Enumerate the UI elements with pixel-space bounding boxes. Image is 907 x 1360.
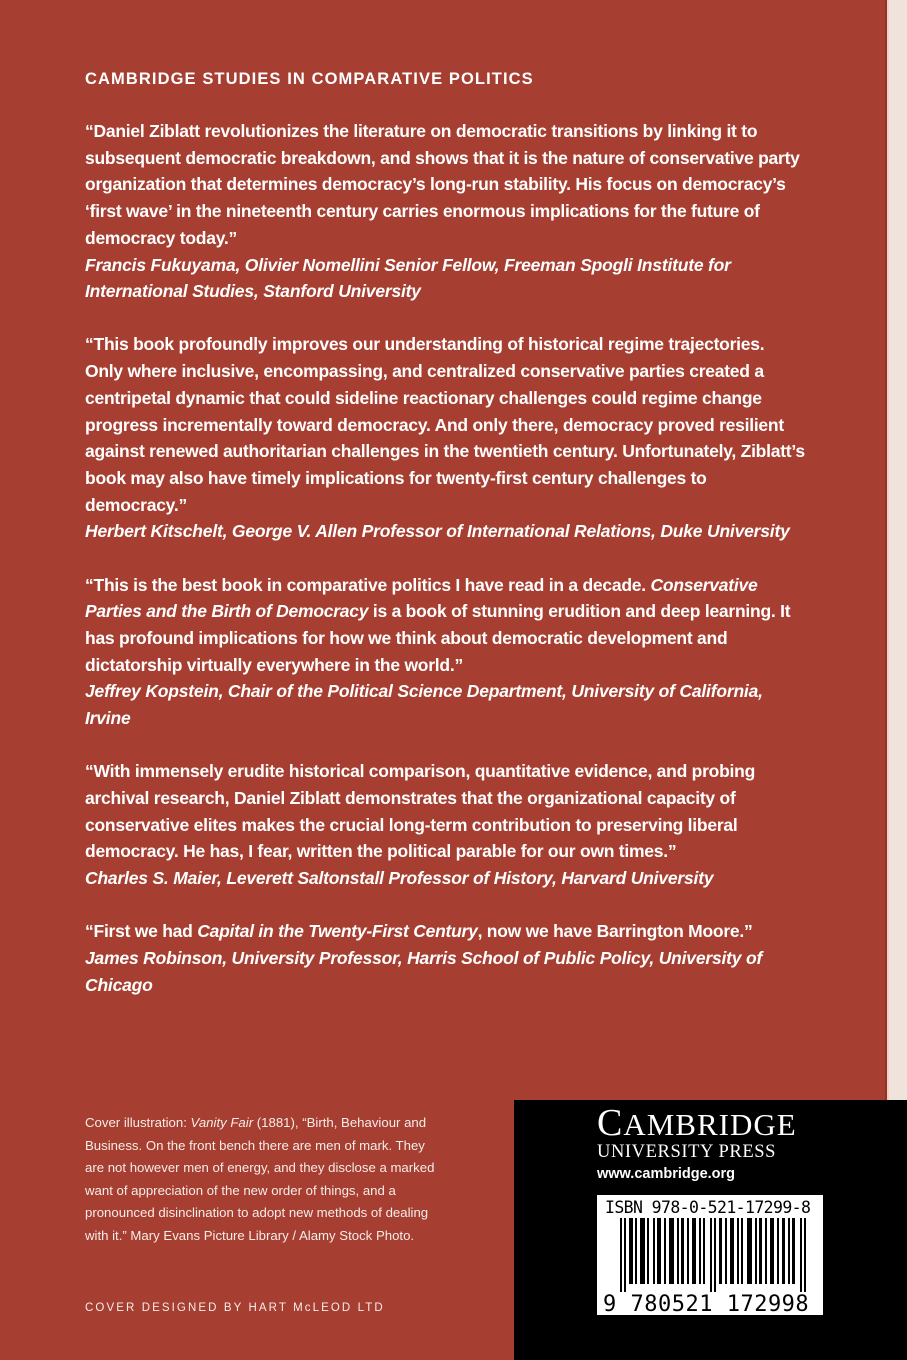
barcode-digits: 9 780521 172998 > — [603, 1292, 837, 1317]
cover-illustration-credit: Cover illustration: Vanity Fair (1881), “Birth, Behaviour and Business. On the front bench there are men of mark. They are not however men of energy, and they disclose a marked want of appreciation of the new order of things, and a pronounced disinclination to adopt new methods of dealing with it.” Mary Evans Picture Library / Alamy Stock Photo. — [85, 1115, 435, 1243]
cover-designer-credit: COVER DESIGNED BY HART McLEOD LTD — [85, 1302, 385, 1314]
book-title: Conservative Parties and the Birth of Democracy — [85, 574, 758, 622]
endorsements — [85, 118, 805, 1025]
endorsement — [85, 918, 805, 998]
endorsement-text: “This book profoundly improves our understanding of historical regime trajectories. Only where inclusive, encompassing, and centralized conservative parties created a centripetal dynamic that could sideline reactionary challenges could regime change progress incrementally toward democracy. And only there, democracy proved resilient against renewed authoritarian challenges in the twentieth century. Unfortunately, Ziblatt’s book may also have timely implications for twenty-first century challenges to democracy.” — [85, 334, 805, 515]
isbn-label: ISBN 978-0-521-17299-8 — [605, 1198, 811, 1217]
isbn-barcode — [597, 1195, 837, 1317]
book-title: Capital in the Twenty-First Century — [197, 921, 478, 942]
endorsement-text: “With immensely erudite historical comparison, quantitative evidence, and probing archival research, Daniel Ziblatt demonstrates that the organizational capacity of conservative elites makes the crucial long-term contribution to preserving liberal democracy. He has, I fear, written the political parable for our own times.” — [85, 761, 756, 862]
endorsement-attribution: Francis Fukuyama, Olivier Nomellini Senior Fellow, Freeman Spogli Institute for International Studies, Stanford University — [85, 254, 731, 302]
publisher-logo — [597, 1102, 827, 1182]
endorsement-attribution: Herbert Kitschelt, George V. Allen Professor of International Relations, Duke University — [85, 521, 790, 542]
endorsement-text: “Daniel Ziblatt revolutionizes the literature on democratic transitions by linking it to subsequent democratic breakdown, and shows that it is the nature of conservative party organization that determines democracy’s long-run stability. His focus on democracy’s ‘first wave’ in the nineteenth century carries enormous implications for the future of democracy today.” — [85, 121, 800, 248]
endorsement — [85, 758, 805, 892]
endorsement-text: “First we had Capital in the Twenty-First Century, now we have Barrington Moore.” — [85, 921, 753, 942]
endorsement-attribution: Jeffrey Kopstein, Chair of the Political Science Department, University of California, Irvine — [85, 681, 763, 729]
publisher-name: CAMBRIDGE — [597, 1102, 797, 1144]
spine-edge-strip — [887, 0, 907, 1100]
publisher-url: www.cambridge.org — [597, 1166, 736, 1182]
endorsement — [85, 118, 805, 305]
barcode-icon — [620, 1218, 806, 1292]
endorsement — [85, 331, 805, 545]
series-title: CAMBRIDGE STUDIES IN COMPARATIVE POLITICS — [85, 70, 534, 88]
endorsement-text: “This is the best book in comparative politics I have read in a decade. Conservative Parties and the Birth of Democracy is a book of stunning erudition and deep learning. It has profound implications for how we think about democratic development and dictatorship virtually everywhere in the world.” — [85, 574, 791, 675]
publisher-subtitle: UNIVERSITY PRESS — [597, 1142, 777, 1162]
endorsement-attribution: James Robinson, University Professor, Harris School of Public Policy, University of Chicago — [85, 947, 763, 995]
endorsement — [85, 572, 805, 732]
endorsement-attribution: Charles S. Maier, Leverett Saltonstall Professor of History, Harvard University — [85, 868, 714, 889]
